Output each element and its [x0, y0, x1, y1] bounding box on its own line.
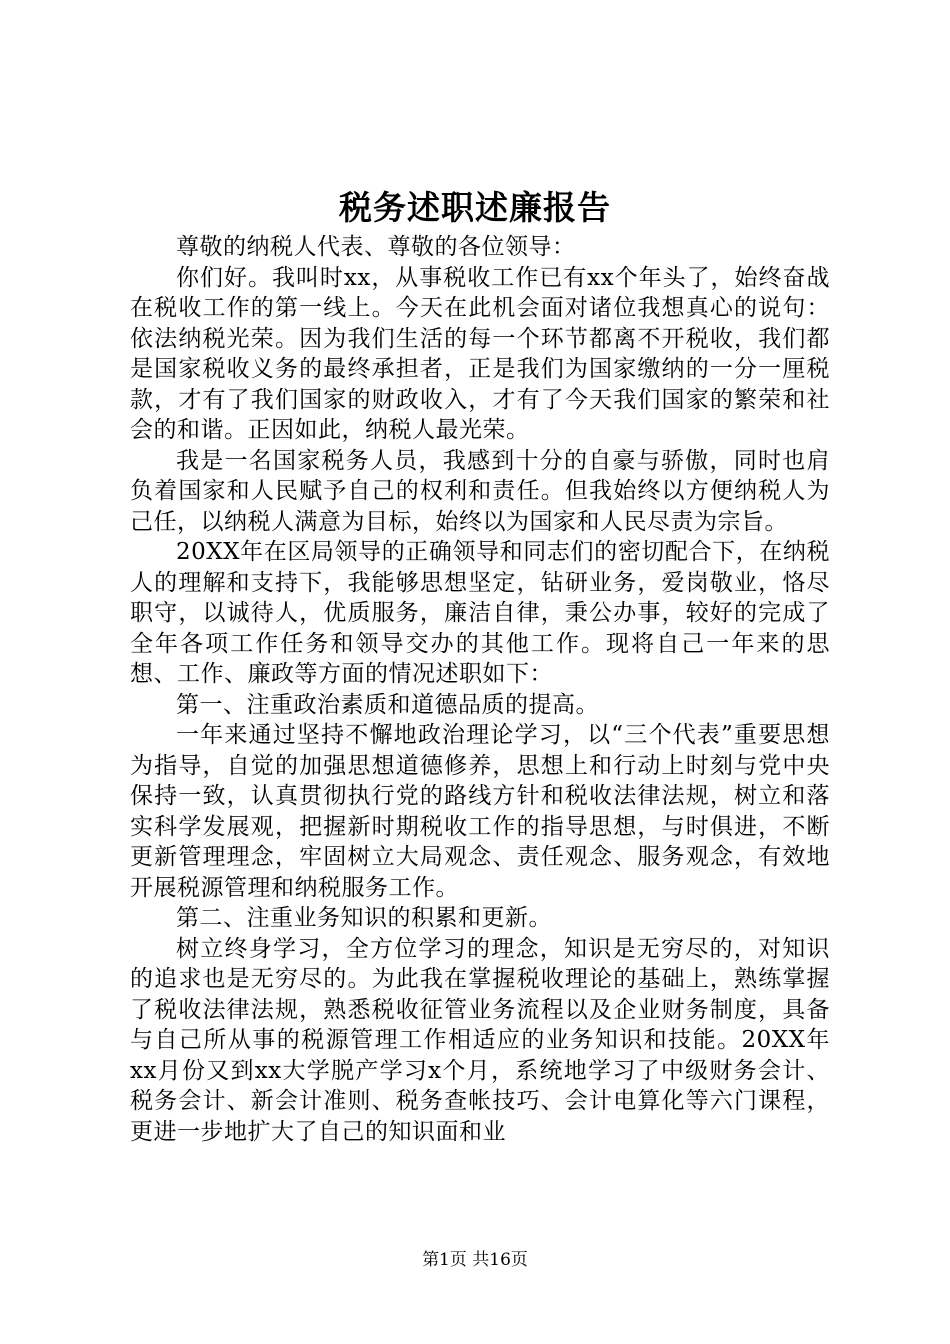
paragraph-identity: 我是一名国家税务人员，我感到十分的自豪与骄傲，同时也肩负着国家和人民赋予自己的权利和责任。但我始终以方便纳税人为己任，以纳税人满意为目标，始终以为国家和人民尽责为宗旨。: [130, 447, 830, 535]
paragraph-greeting: 你们好。我叫时xx，从事税收工作已有xx个年头了，始终奋战在税收工作的第一线上。今天在此机会面对诸位我想真心的说句：依法纳税光荣。因为我们生活的每一个环节都离不开税收，我们都是国家税收义务的最终承担者，正是我们为国家缴纳的一分一厘税款，才有了我们国家的财政收入，才有了今天我们国家的繁荣和社会的和谐。正因如此，纳税人最光荣。: [130, 264, 830, 443]
salutation: 尊敬的纳税人代表、尊敬的各位领导：: [176, 234, 576, 260]
document-body: [130, 232, 830, 1147]
paragraph-politics: 一年来通过坚持不懈地政治理论学习，以“三个代表”重要思想为指导，自觉的加强思想道德修养，思想上和行动上时刻与党中央保持一致，认真贯彻执行党的路线方针和税收法律法规，树立和落实科学发展观，把握新时期税收工作的指导思想，与时俱进，不断更新管理理念，牢固树立大局观念、责任观念、服务观念，有效地开展税源管理和纳税服务工作。: [130, 722, 830, 901]
document-title: 税务述职述廉报告: [339, 188, 611, 227]
paragraph-summary: 20XX年在区局领导的正确领导和同志们的密切配合下，在纳税人的理解和支持下，我能够思想坚定，钻研业务，爱岗敬业，恪尽职守，以诚待人，优质服务，廉洁自律，秉公办事，较好的完成了全年各项工作任务和领导交办的其他工作。现将自己一年来的思想、工作、廉政等方面的情况述职如下：: [130, 539, 830, 687]
paragraph-learning: 树立终身学习，全方位学习的理念，知识是无穷尽的，对知识的追求也是无穷尽的。为此我在掌握税收理论的基础上，熟练掌握了税收法律法规，熟悉税收征管业务流程以及企业财务制度，具备与自己所从事的税源管理工作相适应的业务知识和技能。20XX年xx月份又到xx大学脱产学习x个月，系统地学习了中级财务会计、税务会计、新会计准则、税务查帐技巧、会计电算化等六门课程，更进一步地扩大了自己的知识面和业: [130, 935, 830, 1145]
page-footer: 第1页 共16页: [422, 1250, 528, 1270]
section-heading-1: 第一、注重政治素质和道德品质的提高。: [176, 691, 599, 718]
section-heading-2: 第二、注重业务知识的积累和更新。: [176, 905, 552, 931]
